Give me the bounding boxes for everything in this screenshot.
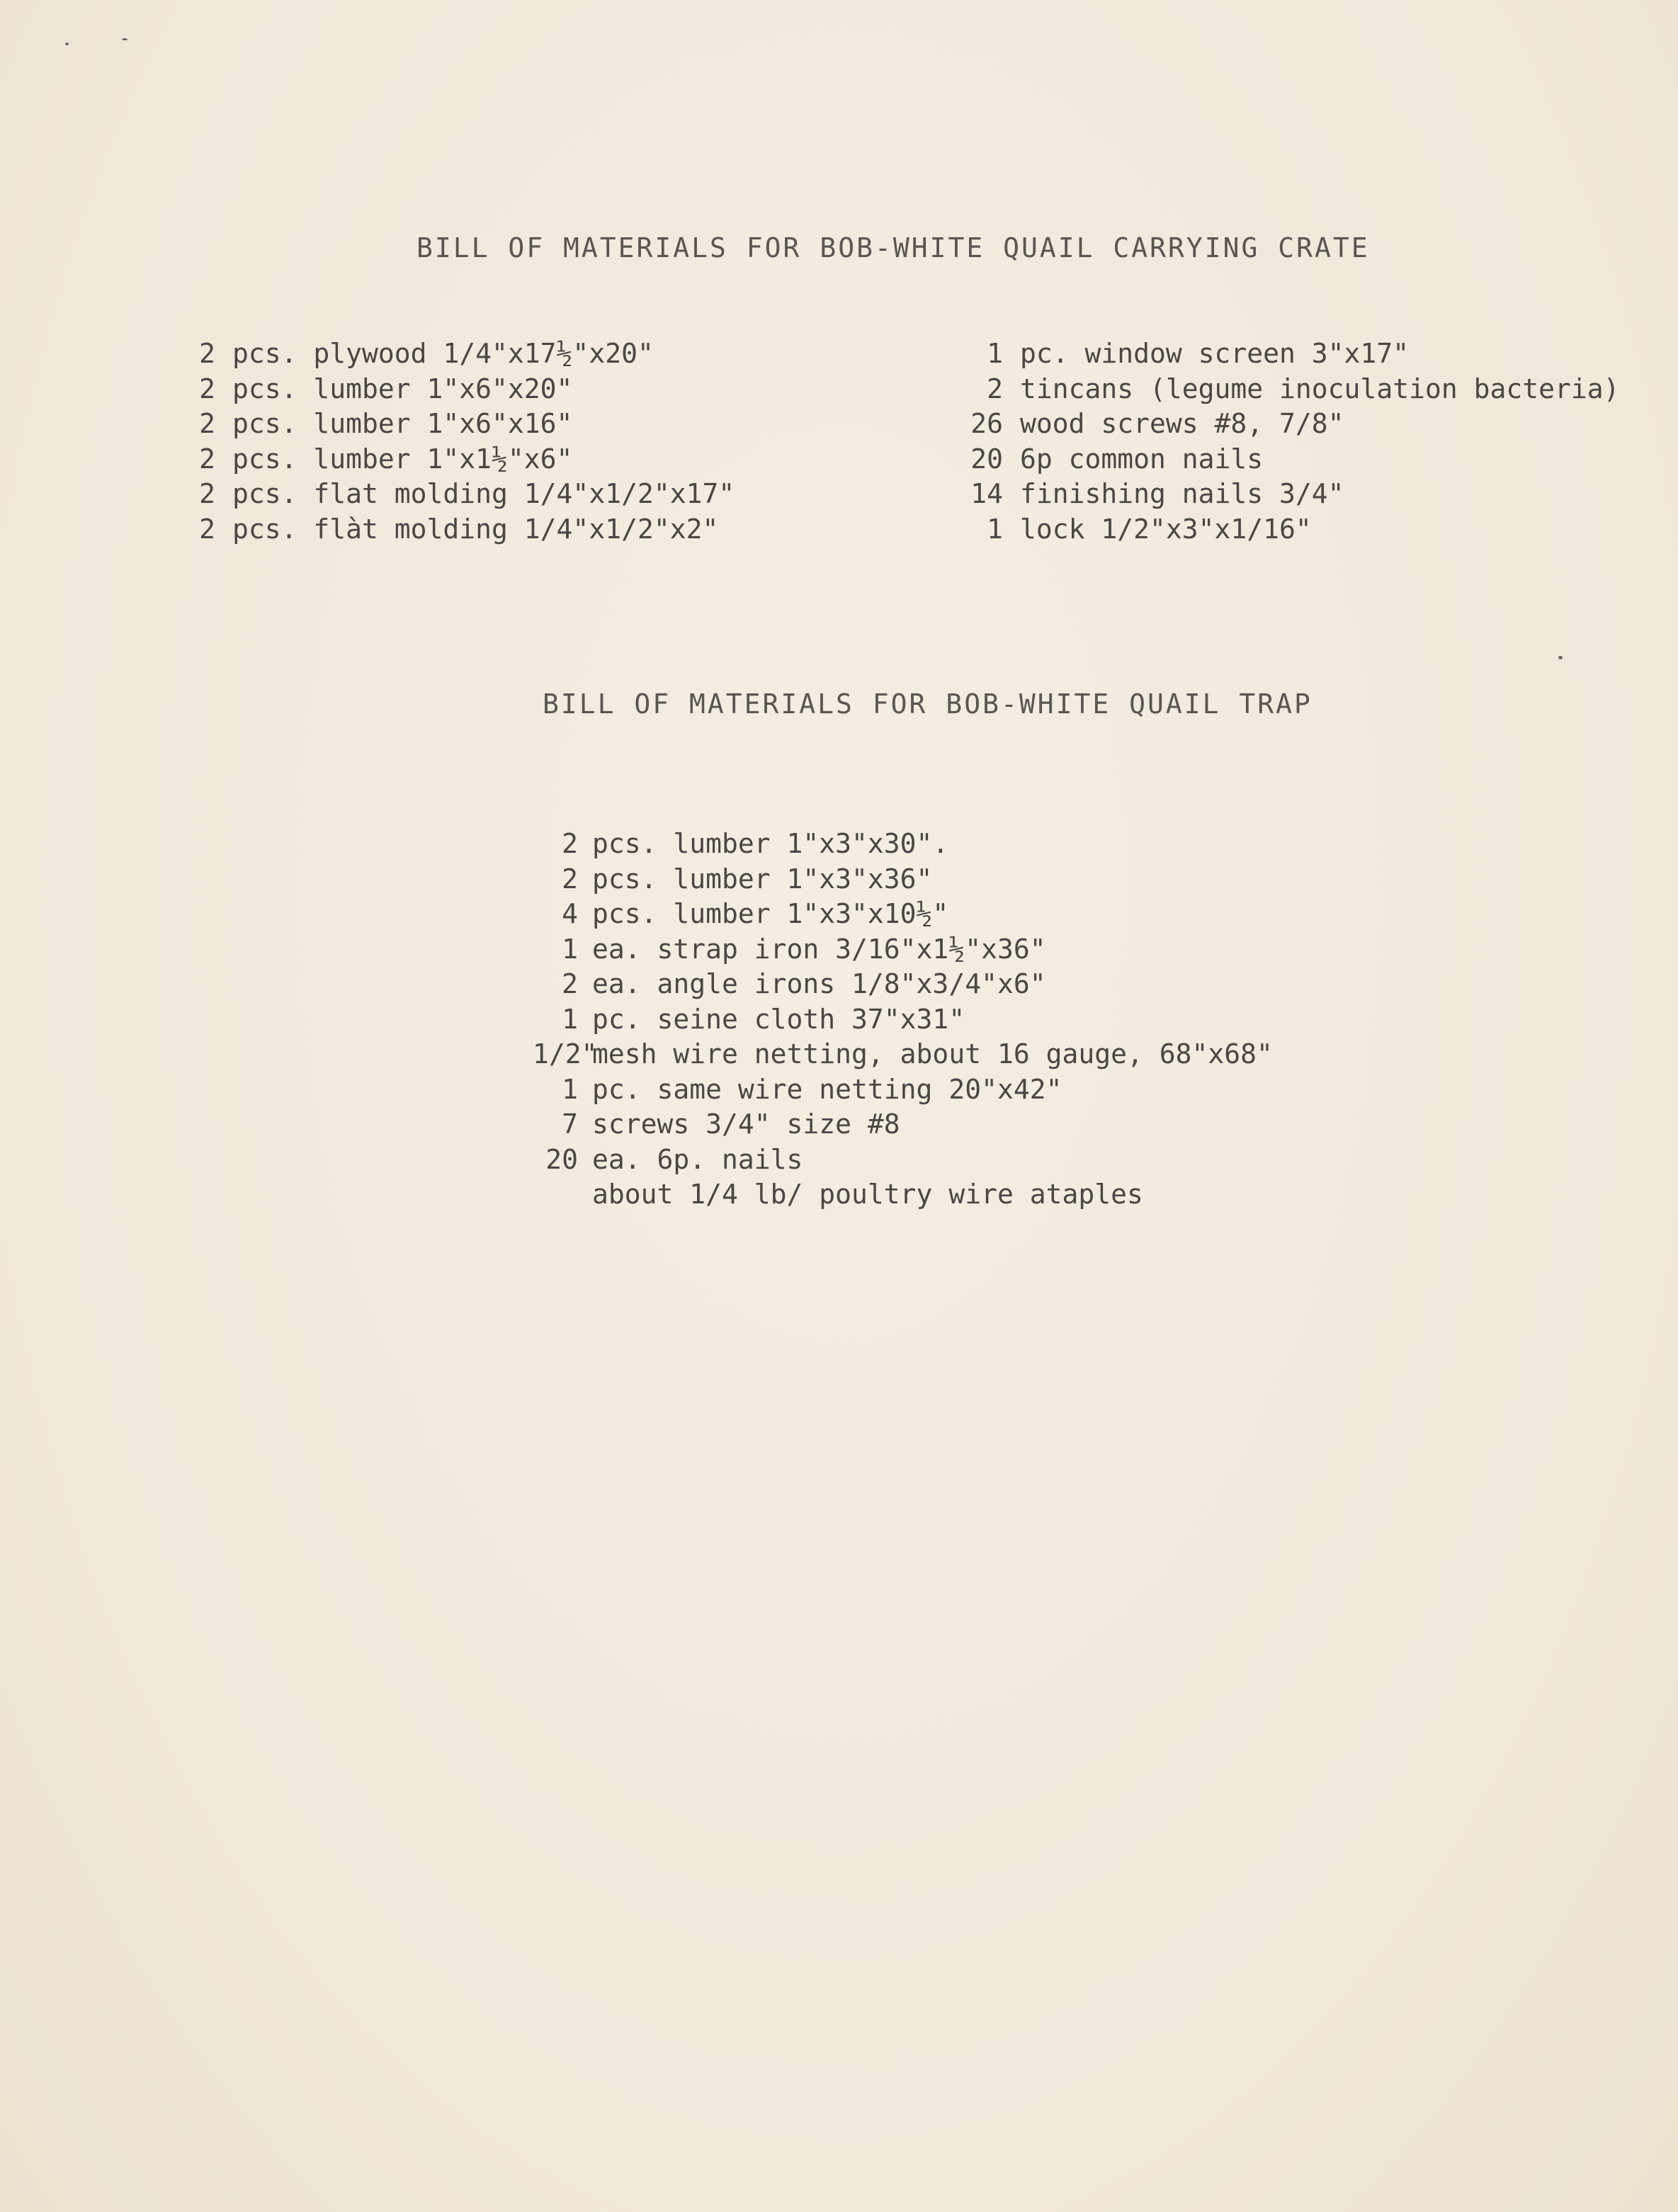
item-quantity: 1 [562, 1073, 578, 1105]
list-item [533, 862, 1273, 897]
item-description: pc. seine cloth 37"x31" [592, 1003, 965, 1035]
item-description: pc. window screen 3"x17" [1020, 338, 1410, 369]
list-item [533, 1072, 1273, 1108]
item-description: pcs. flàt molding 1/4"x1/2"x2" [232, 513, 719, 545]
trap-list [533, 827, 1273, 1213]
list-item [958, 442, 1619, 477]
crate-left-list [190, 336, 735, 547]
item-description: lock 1/2"x3"x1/16" [1020, 513, 1312, 545]
list-item [533, 1142, 1273, 1178]
list-item [958, 407, 1619, 442]
item-quantity: 2 [199, 513, 215, 545]
item-quantity: 2 [199, 443, 215, 475]
list-item [533, 932, 1273, 968]
item-description: ea. strap iron 3/16"x1½"x36" [592, 933, 1046, 965]
item-quantity: 4 [562, 898, 578, 929]
crate-title: BILL OF MATERIALS FOR BOB-WHITE QUAIL CARRYING CRATE [416, 232, 1370, 263]
list-item [190, 372, 735, 407]
item-quantity: 2 [199, 408, 215, 439]
paper-speck [1558, 656, 1563, 659]
item-quantity: 2 [199, 478, 215, 509]
list-item [190, 336, 735, 372]
item-quantity: 7 [562, 1108, 578, 1140]
item-description: pcs. plywood 1/4"x17½"x20" [232, 338, 654, 369]
list-item [958, 477, 1619, 512]
item-quantity: 1 [562, 1003, 578, 1035]
item-description: tincans (legume inoculation bacteria) [1020, 373, 1620, 404]
paper-speck [65, 42, 69, 45]
item-quantity: 20 [970, 443, 1003, 475]
item-description: 6p common nails [1020, 443, 1264, 475]
item-quantity: 2 [562, 828, 578, 859]
item-quantity: 2 [562, 968, 578, 999]
item-quantity: 1 [562, 933, 578, 965]
item-description: ea. 6p. nails [592, 1143, 803, 1175]
list-item [533, 967, 1273, 1002]
paper-speck [122, 38, 127, 40]
item-description: pcs. lumber 1"x1½"x6" [232, 443, 573, 475]
list-item [533, 1177, 1273, 1213]
crate-right-list [958, 336, 1619, 547]
item-quantity: 1/2" [533, 1038, 598, 1070]
list-item [533, 1107, 1273, 1142]
list-item [958, 512, 1619, 548]
item-description: pcs. lumber 1"x3"x10½" [592, 898, 949, 929]
item-description: about 1/4 lb/ poultry wire ataples [592, 1179, 1143, 1210]
item-quantity: 2 [562, 863, 578, 895]
item-quantity [533, 1177, 578, 1213]
item-description: ea. angle irons 1/8"x3/4"x6" [592, 968, 1046, 999]
item-description: pcs. lumber 1"x6"x16" [232, 408, 573, 439]
item-description: pc. same wire netting 20"x42" [592, 1073, 1062, 1105]
item-quantity: 1 [987, 513, 1003, 545]
list-item [190, 512, 735, 548]
item-description: pcs. lumber 1"x6"x20" [232, 373, 573, 404]
item-quantity: 2 [199, 373, 215, 404]
item-quantity: 1 [987, 338, 1003, 369]
item-description: finishing nails 3/4" [1020, 478, 1344, 509]
trap-title: BILL OF MATERIALS FOR BOB-WHITE QUAIL TRAP [543, 688, 1313, 720]
item-description: pcs. lumber 1"x3"x30". [592, 828, 949, 859]
item-quantity: 14 [970, 478, 1003, 509]
list-item [533, 827, 1273, 862]
item-description: mesh wire netting, about 16 gauge, 68"x68" [592, 1038, 1273, 1070]
list-item [533, 897, 1273, 932]
item-quantity: 2 [199, 338, 215, 369]
list-item [533, 1037, 1273, 1072]
list-item [958, 372, 1619, 407]
list-item [190, 407, 735, 442]
item-quantity: 20 [545, 1143, 578, 1175]
list-item [190, 477, 735, 512]
item-quantity: 2 [987, 373, 1003, 404]
list-item [533, 1002, 1273, 1038]
list-item [958, 336, 1619, 372]
item-description: screws 3/4" size #8 [592, 1108, 900, 1140]
item-description: pcs. lumber 1"x3"x36" [592, 863, 933, 895]
item-description: pcs. flat molding 1/4"x1/2"x17" [232, 478, 735, 509]
item-quantity: 26 [970, 408, 1003, 439]
list-item [190, 442, 735, 477]
item-description: wood screws #8, 7/8" [1020, 408, 1344, 439]
